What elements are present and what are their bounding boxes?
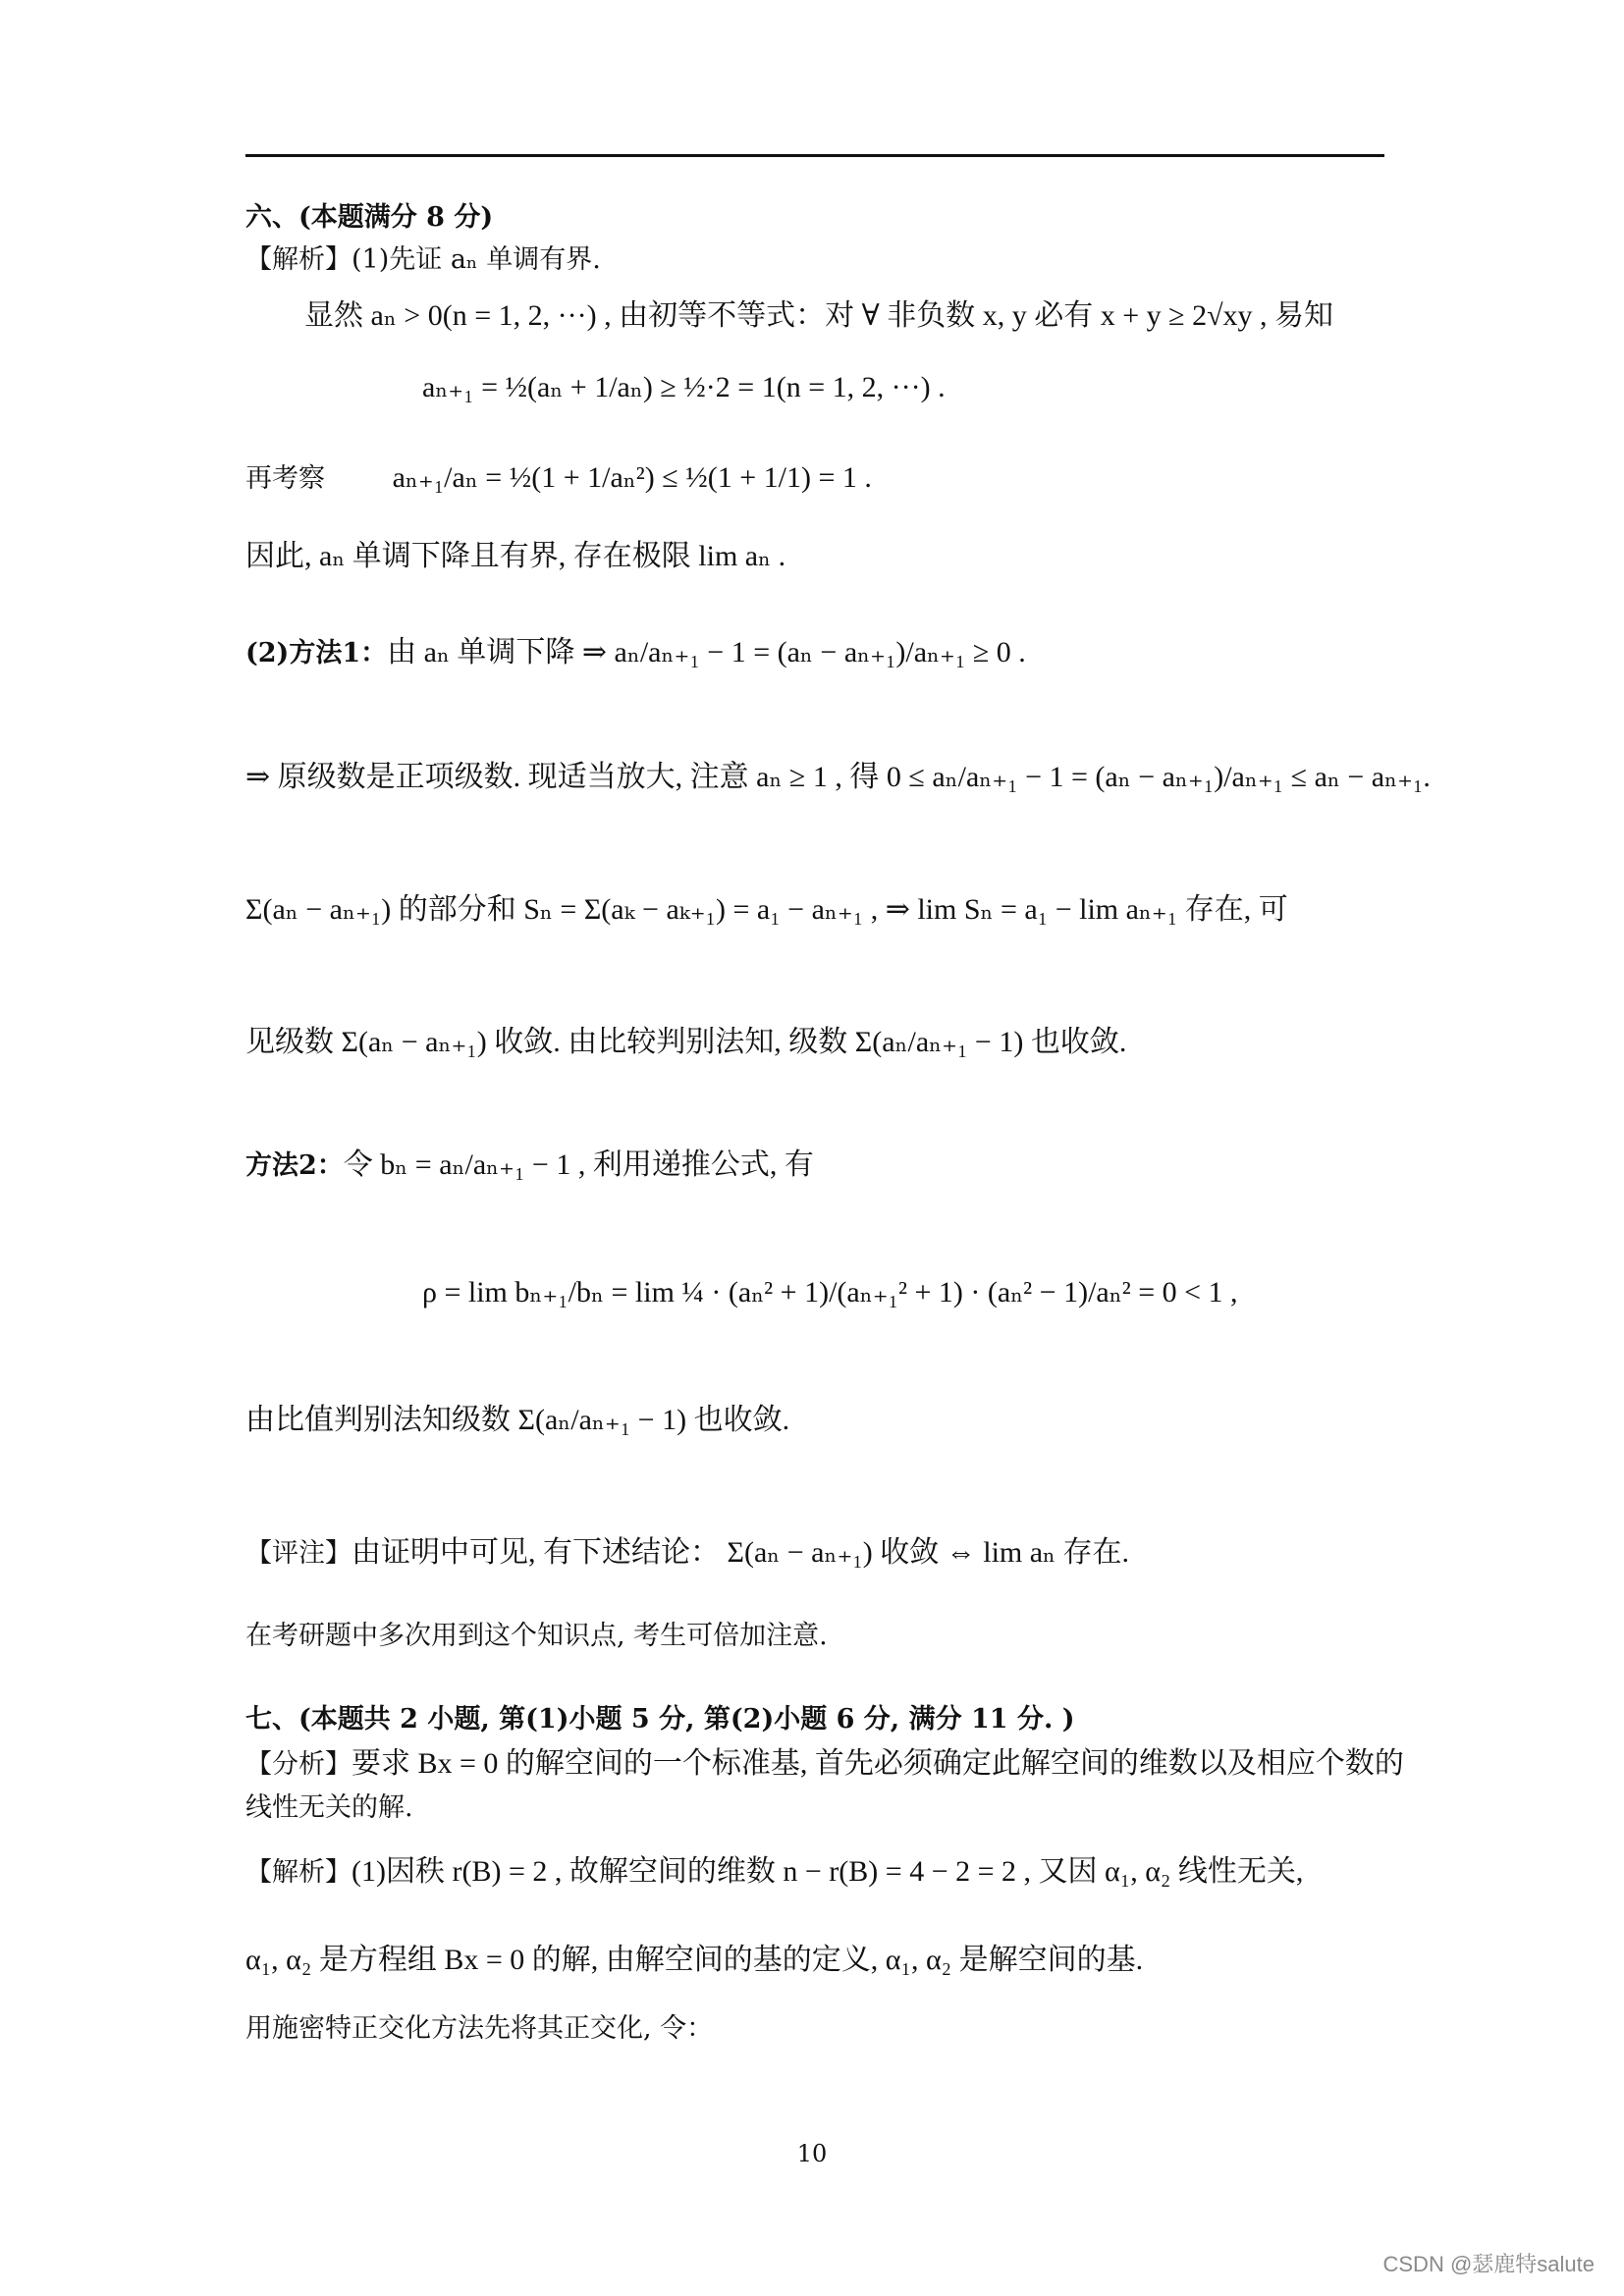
- q6-method2-conclusion: 由比值判别法知级数 Σ(aₙ/aₙ₊₁ − 1) 也收敛.: [245, 1404, 790, 1436]
- q6-method2-label: 方法2：: [245, 1150, 344, 1181]
- q6-analysis-line: [245, 243, 601, 277]
- q6-method1-line: [245, 636, 1026, 670]
- q7-solution-line: [245, 1855, 1303, 1890]
- q6-method1-text: 由 aₙ 单调下降 ⇒ aₙ/aₙ₊₁ − 1 = (aₙ − aₙ₊₁)/aₙ₊₁ ≥ 0 .: [387, 636, 1026, 668]
- q6-p4-label: 再考察: [245, 463, 325, 494]
- q7-solution-text3: 用施密特正交化方法先将其正交化, 令：: [245, 2013, 714, 2044]
- q6-method2-line: [245, 1148, 814, 1183]
- q7-analysis-text: 要求 Bx = 0 的解空间的一个标准基, 首先必须确定此解空间的维数以及相应个数的: [352, 1747, 1404, 1780]
- q7-solution-text2: α₁, α₂ 是方程组 Bx = 0 的解, 由解空间的基的定义, α₁, α₂ 是解空间的基.: [245, 1944, 1144, 1976]
- header-rule: [245, 154, 1384, 157]
- q7-analysis-label: 【分析】: [245, 1749, 352, 1780]
- q7-analysis-line: [245, 1747, 1404, 1782]
- q6-method1-p3: Σ(aₙ − aₙ₊₁) 的部分和 Sₙ = Σ(aₖ − aₖ₊₁) = a₁ − aₙ₊₁ , ⇒ lim Sₙ = a₁ − lim aₙ₊₁ 存在, 可: [245, 893, 1288, 926]
- page-number: 10: [796, 2140, 828, 2167]
- q7-solution-label: 【解析】: [245, 1857, 352, 1888]
- q6-label-jiexi: 【解析】: [245, 244, 352, 275]
- q6-note-p2: 在考研题中多次用到这个知识点, 考生可倍加注意.: [245, 1621, 828, 1651]
- q6-note-label: 【评注】: [245, 1538, 352, 1569]
- q6-method2-text: 令 bₙ = aₙ/aₙ₊₁ − 1 , 利用递推公式, 有: [343, 1148, 814, 1181]
- q7-analysis-text2: 线性无关的解.: [245, 1792, 413, 1823]
- q6-method1-p2: ⇒ 原级数是正项级数. 现适当放大, 注意 aₙ ≥ 1 , 得 0 ≤ aₙ/aₙ₊₁ − 1 = (aₙ − aₙ₊₁)/aₙ₊₁ ≤ aₙ − aₙ₊₁.: [245, 761, 1431, 793]
- q6-method2-formula: ρ = lim bₙ₊₁/bₙ = lim ¼ · (aₙ² + 1)/(aₙ₊₁² + 1) · (aₙ² − 1)/aₙ² = 0 < 1 ,: [422, 1276, 1238, 1308]
- q6-method1-label: (2)方法1：: [245, 638, 388, 668]
- q6-note-text: 由证明中可见, 有下述结论： Σ(aₙ − aₙ₊₁) 收敛 ⇔ lim aₙ 存在.: [352, 1536, 1130, 1569]
- q6-p4-formula: aₙ₊₁/aₙ = ½(1 + 1/aₙ²) ≤ ½(1 + 1/1) = 1 .: [392, 461, 872, 494]
- q6-p3-formula: aₙ₊₁ = ½(aₙ + 1/aₙ) ≥ ½·2 = 1(n = 1, 2, ···) .: [422, 371, 946, 403]
- q6-p1-text: (1)先证 aₙ 单调有界.: [352, 244, 601, 275]
- q6-note-line: [245, 1536, 1129, 1571]
- q6-p4: [245, 461, 872, 496]
- q7-solution-text: (1)因秩 r(B) = 2 , 故解空间的维数 n − r(B) = 4 − 2 = 2 , 又因 α₁, α₂ 线性无关,: [352, 1855, 1304, 1888]
- q7-heading: 七、(本题共 2 小题, 第(1)小题 5 分, 第(2)小题 6 分, 满分 11 分. ): [245, 1704, 1075, 1735]
- q6-method1-p4: 见级数 Σ(aₙ − aₙ₊₁) 收敛. 由比较判别法知, 级数 Σ(aₙ/aₙ₊₁ − 1) 也收敛.: [245, 1026, 1127, 1058]
- q6-p2: 显然 aₙ > 0(n = 1, 2, ···) , 由初等不等式：对 ∀ 非负数 x, y 必有 x + y ≥ 2√xy , 易知: [304, 299, 1334, 332]
- watermark: CSDN @瑟鹿特salute: [1382, 2252, 1595, 2276]
- q6-p5: 因此, aₙ 单调下降且有界, 存在极限 lim aₙ .: [245, 540, 786, 572]
- q6-heading: 六、(本题满分 8 分): [245, 202, 494, 233]
